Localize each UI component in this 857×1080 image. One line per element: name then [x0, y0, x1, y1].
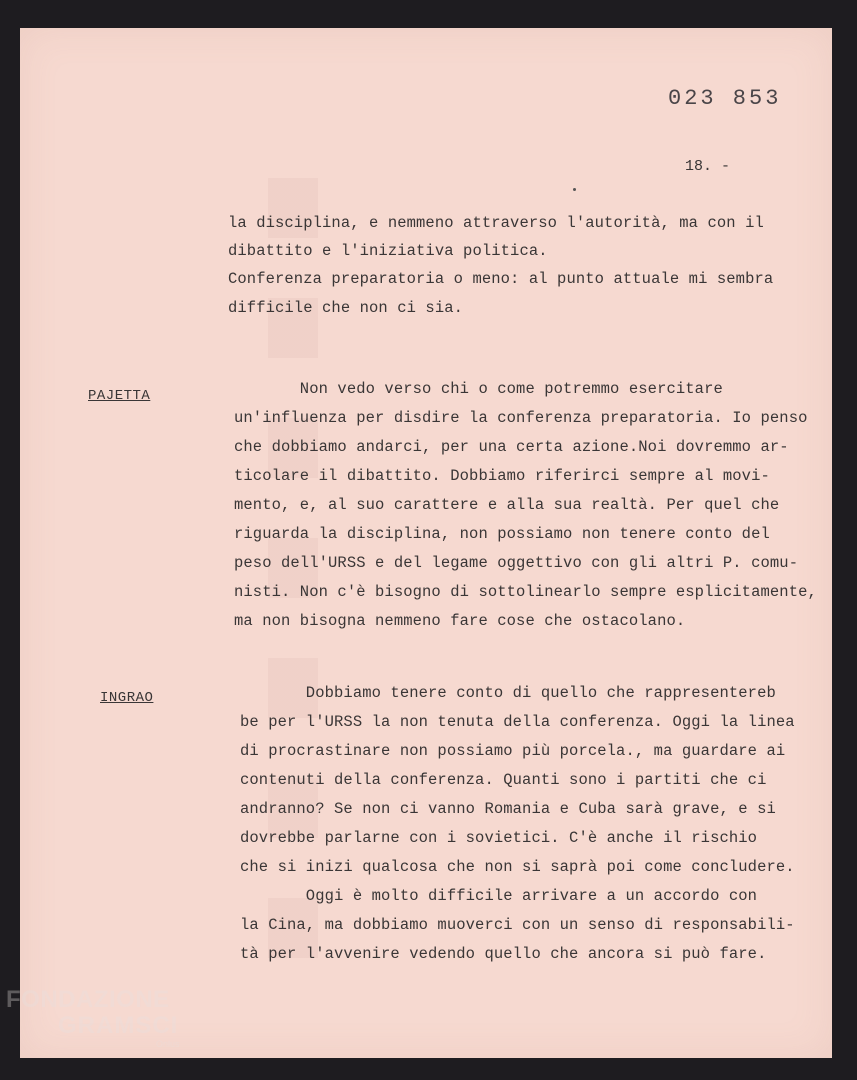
section-line: la Cina, ma dobbiamo muoverci con un senso di responsabili-: [240, 916, 795, 934]
section-line: ticolare il dibattito. Dobbiamo riferirci sempre al movi-: [234, 467, 770, 485]
section-line: peso dell'URSS e del legame oggettivo con gli altri P. comu-: [234, 554, 799, 572]
page-number: 18. -: [685, 158, 731, 175]
intro-line: dibattito e l'iniziativa politica.: [228, 242, 548, 260]
section-line: tà per l'avvenire vedendo quello che ancora si può fare.: [240, 945, 767, 963]
watermark-line-1: FONDAZIONE: [6, 986, 170, 1013]
speaker-label-ingrao: INGRAO: [100, 690, 154, 706]
watermark-line-3: Onlus: [156, 1039, 180, 1049]
section-line: ma non bisogna nemmeno fare cose che ostacolano.: [234, 612, 686, 630]
archive-number: 023 853: [668, 86, 782, 111]
section-line: be per l'URSS la non tenuta della conferenza. Oggi la linea: [240, 713, 795, 731]
section-line: che dobbiamo andarci, per una certa azione.Noi dovremmo ar-: [234, 438, 789, 456]
section-line: nisti. Non c'è bisogno di sottolinearlo sempre esplicitamente,: [234, 583, 817, 601]
intro-line: la disciplina, e nemmeno attraverso l'autorità, ma con il: [228, 214, 764, 232]
section-line: un'influenza per disdire la conferenza preparatoria. Io penso: [234, 409, 808, 427]
section-line: di procrastinare non possiamo più porcela., ma guardare ai: [240, 742, 786, 760]
section-line: contenuti della conferenza. Quanti sono i partiti che ci: [240, 771, 767, 789]
section-line: che si inizi qualcosa che non si saprà poi come concludere.: [240, 858, 795, 876]
fondazione-gramsci-watermark: [6, 988, 180, 1049]
speaker-label-pajetta: PAJETTA: [88, 388, 151, 404]
intro-line: difficile che non ci sia.: [228, 299, 464, 317]
section-line: Oggi è molto difficile arrivare a un accordo con: [240, 887, 758, 905]
paper-sheet: [20, 28, 832, 1058]
section-line: Non vedo verso chi o come potremmo esercitare: [234, 380, 723, 398]
intro-line: Conferenza preparatoria o meno: al punto attuale mi sembra: [228, 270, 774, 288]
ink-dot: [573, 188, 576, 191]
section-line: mento, e, al suo carattere e alla sua realtà. Per quel che: [234, 496, 780, 514]
section-line: andranno? Se non ci vanno Romania e Cuba sarà grave, e si: [240, 800, 776, 818]
section-line: Dobbiamo tenere conto di quello che rappresentereb: [240, 684, 776, 702]
section-line: riguarda la disciplina, non possiamo non tenere conto del: [234, 525, 770, 543]
section-line: dovrebbe parlarne con i sovietici. C'è anche il rischio: [240, 829, 758, 847]
watermark-line-2: GRAMSCI: [58, 1012, 179, 1039]
